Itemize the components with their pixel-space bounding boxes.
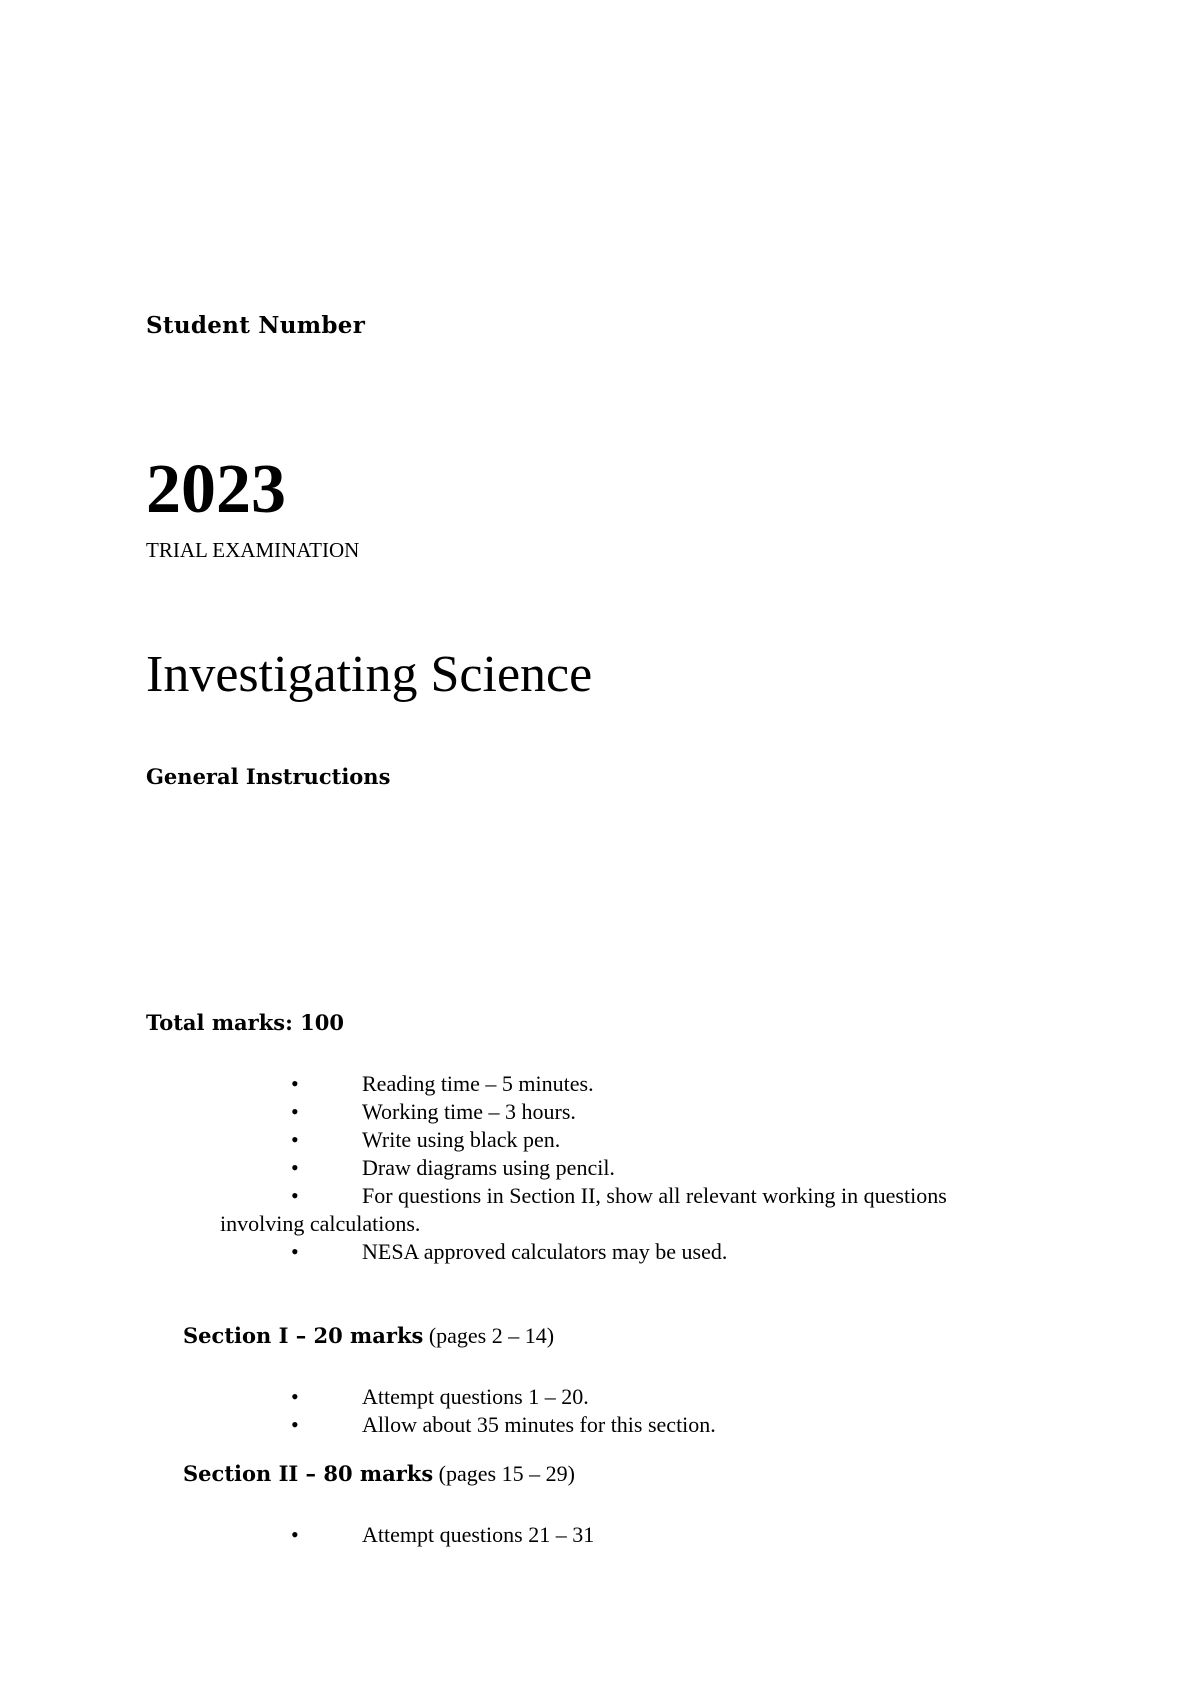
bullet-icon: • — [291, 1127, 299, 1152]
instruction-item: • Draw diagrams using pencil. — [291, 1155, 615, 1180]
exam-type: TRIAL EXAMINATION — [146, 538, 360, 562]
section-1-heading: Section I – 20 marks (pages 2 – 14) — [183, 1323, 555, 1348]
exam-year: 2023 — [146, 451, 286, 528]
student-number-label: Student Number — [146, 312, 366, 339]
bullet-icon: • — [291, 1099, 299, 1124]
section-item: • Attempt questions 1 – 20. — [291, 1384, 589, 1409]
subject-title: Investigating Science — [146, 646, 593, 703]
bullet-icon: • — [291, 1412, 299, 1437]
bullet-icon: • — [291, 1522, 299, 1547]
bullet-icon: • — [291, 1183, 299, 1208]
bullet-icon: • — [291, 1384, 299, 1409]
bullet-icon: • — [291, 1071, 299, 1096]
total-marks: Total marks: 100 — [146, 1010, 344, 1035]
instruction-item: • Reading time – 5 minutes. — [291, 1071, 594, 1096]
general-instructions-heading: General Instructions — [146, 764, 391, 789]
section-2-heading: Section II – 80 marks (pages 15 – 29) — [183, 1461, 575, 1486]
section-item: • Allow about 35 minutes for this section. — [291, 1412, 716, 1437]
bullet-icon: • — [291, 1239, 299, 1264]
instruction-item: • NESA approved calculators may be used. — [291, 1239, 728, 1264]
bullet-icon: • — [291, 1155, 299, 1180]
section-2-list — [0, 1521, 1022, 1549]
instruction-item: • Working time – 3 hours. — [291, 1099, 576, 1124]
instruction-item: • For questions in Section II, show all relevant working in questions involving calculations. — [220, 1183, 947, 1236]
section-1-list — [0, 1383, 1022, 1439]
instruction-item: • Write using black pen. — [291, 1127, 561, 1152]
instructions-list — [0, 1070, 1022, 1266]
section-item: • Attempt questions 21 – 31 — [291, 1522, 595, 1547]
